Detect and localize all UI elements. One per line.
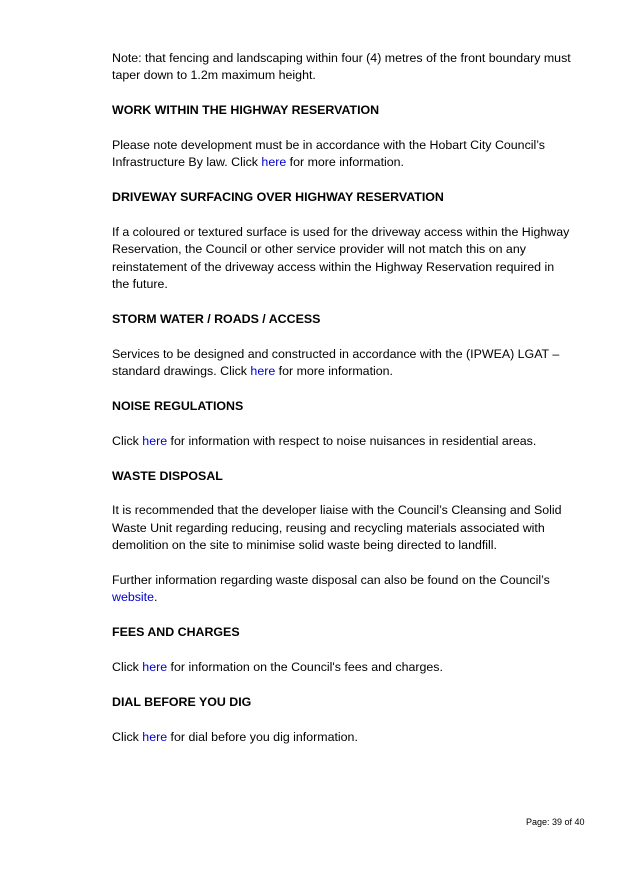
waste-further-text: Further information regarding waste disposal can also be found on the Council’s xyxy=(112,573,550,588)
fees-here-link[interactable]: here xyxy=(142,660,168,675)
driveway-paragraph: If a coloured or textured surface is used for the driveway access within the Highway Reservation, the Council or other service provider will not match this on any reinstatement of the driveway access within the Highway Reservation required in the future. xyxy=(112,225,570,292)
highway-work-text: Please note development must be in accordance with the Hobart City Council’s Infrastructure By law. Click xyxy=(112,138,545,170)
dial-paragraph xyxy=(112,729,572,746)
dial-heading: DIAL BEFORE YOU DIG xyxy=(112,694,252,709)
highway-work-text-end: for more information. xyxy=(286,155,404,170)
highway-work-here-link[interactable]: here xyxy=(261,155,287,170)
waste-website-link[interactable]: website xyxy=(112,590,155,605)
dial-text-end: for dial before you dig information. xyxy=(167,729,358,744)
waste-paragraph: It is recommended that the developer liaise with the Council’s Cleansing and Solid Waste Unit regarding reducing, reusing and recycling materials associated with demolition on the site to minimise solid waste being directed to landfill. xyxy=(112,503,562,553)
storm-water-here-link[interactable]: here xyxy=(250,364,276,379)
dial-text: Click xyxy=(112,729,143,744)
fees-paragraph xyxy=(112,659,572,676)
noise-text: Click xyxy=(112,433,143,448)
storm-water-heading: STORM WATER / ROADS / ACCESS xyxy=(112,312,321,327)
storm-water-text: Services to be designed and constructed in accordance with the (IPWEA) LGAT – standard drawings. Click xyxy=(112,346,560,379)
driveway-heading: DRIVEWAY SURFACING OVER HIGHWAY RESERVATION xyxy=(112,190,444,205)
highway-work-paragraph xyxy=(112,137,572,172)
waste-further-text-end: . xyxy=(154,590,158,605)
waste-heading: WASTE DISPOSAL xyxy=(112,468,223,483)
document-body xyxy=(112,50,572,746)
noise-heading: NOISE REGULATIONS xyxy=(112,399,244,414)
storm-water-paragraph xyxy=(112,346,572,381)
noise-paragraph xyxy=(112,433,572,450)
noise-here-link[interactable]: here xyxy=(142,433,168,448)
noise-text-end: for information with respect to noise nuisances in residential areas. xyxy=(167,433,537,448)
dial-here-link[interactable]: here xyxy=(142,729,168,744)
fees-heading: FEES AND CHARGES xyxy=(112,625,240,640)
page-number: Page: 39 of 40 xyxy=(526,817,585,827)
fees-text: Click xyxy=(112,660,143,675)
highway-work-heading: WORK WITHIN THE HIGHWAY RESERVATION xyxy=(112,103,380,118)
waste-further-paragraph xyxy=(112,572,572,607)
storm-water-text-end: for more information. xyxy=(275,364,393,379)
note-paragraph: Note: that fencing and landscaping within four (4) metres of the front boundary must taper down to 1.2m maximum height. xyxy=(112,51,571,83)
fees-text-end: for information on the Council's fees and charges. xyxy=(167,660,443,675)
